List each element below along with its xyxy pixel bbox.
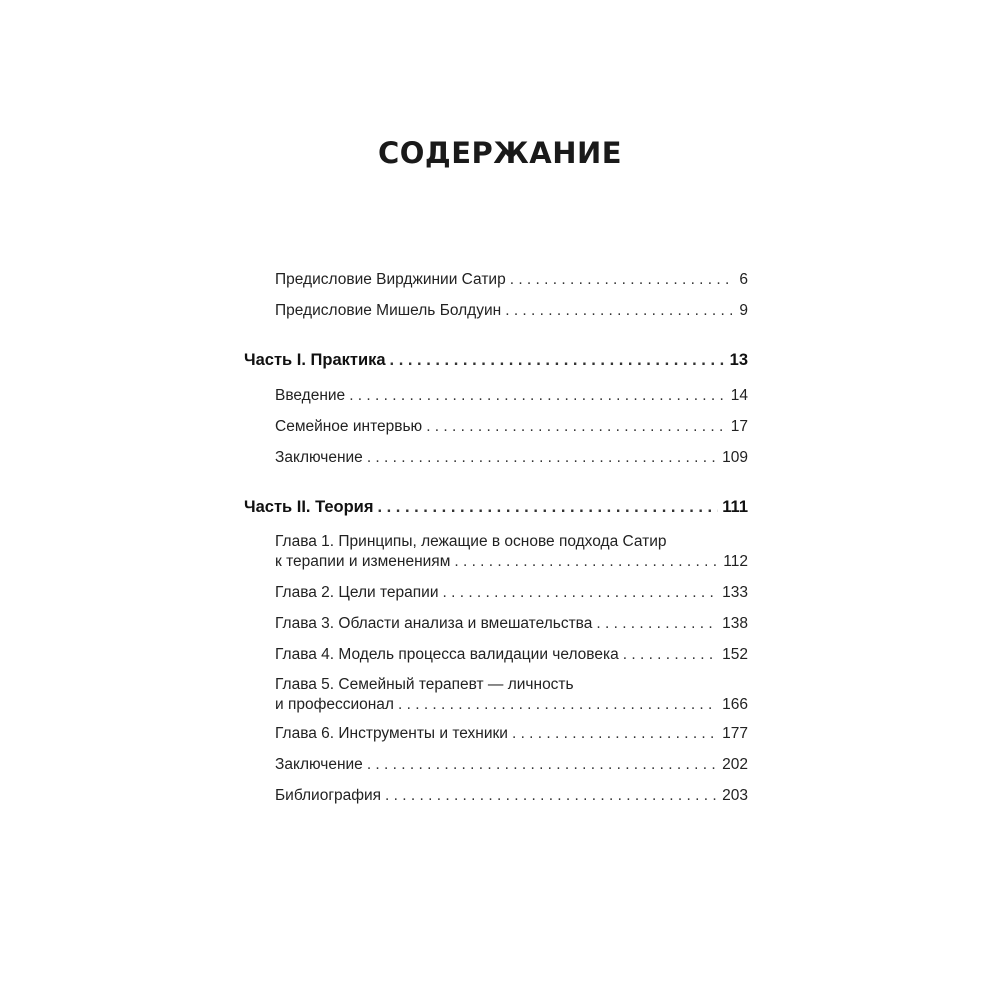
toc-page-number: 202 [722, 756, 748, 773]
toc-entry-title-line-1: Глава 5. Семейный терапевт — личность [275, 676, 574, 693]
toc-page-number: 166 [722, 696, 748, 713]
toc-entry-title: Семейное интервью [275, 418, 423, 435]
toc-entry-title: и профессионал [275, 696, 394, 713]
toc-entry-title: Заключение [275, 449, 363, 466]
toc-page-number: 9 [739, 302, 748, 319]
toc-entry-title: Глава 6. Инструменты и техники [275, 725, 508, 742]
toc-entry-introduction[interactable] [275, 386, 748, 406]
dot-leader [442, 583, 718, 603]
toc-entry-title: Глава 2. Цели терапии [275, 584, 439, 601]
dot-leader [596, 614, 718, 634]
dot-leader [623, 645, 718, 665]
toc-page-number: 109 [722, 449, 748, 466]
toc-page-number: 177 [722, 725, 748, 742]
toc-entry-conclusion-part-1[interactable] [275, 448, 748, 468]
toc-entry-title: Библиография [275, 787, 382, 804]
dot-leader [367, 755, 718, 775]
toc-page-number: 203 [722, 787, 748, 804]
dot-leader [398, 695, 718, 715]
toc-entry-title: к терапии и изменениям [275, 553, 451, 570]
toc-entry-title: Часть II. Теория [244, 498, 374, 516]
toc-entry-chapter-6[interactable] [275, 724, 748, 744]
dot-leader [349, 386, 727, 406]
page-title: СОДЕРЖАНИЕ [377, 136, 623, 170]
toc-page-number: 112 [723, 553, 748, 570]
toc-entry-chapter-2[interactable] [275, 583, 748, 603]
dot-leader [510, 270, 736, 290]
toc-page-number: 133 [722, 584, 748, 601]
toc-entry-family-interview[interactable] [275, 417, 748, 437]
toc-entry-title-line-1: Глава 1. Принципы, лежащие в основе подхода Сатир [275, 533, 667, 550]
dot-leader [390, 350, 726, 370]
dot-leader [385, 786, 718, 806]
toc-entry-foreword-satir[interactable] [275, 270, 748, 290]
toc-entry-bibliography[interactable] [275, 786, 748, 806]
toc-entry-chapter-1[interactable] [275, 532, 748, 572]
dot-leader [512, 724, 718, 744]
toc-page-number: 13 [729, 351, 748, 369]
toc-entry-title: Глава 4. Модель процесса валидации человека [275, 646, 619, 663]
toc-entry-title: Часть I. Практика [244, 351, 386, 369]
dot-leader [426, 417, 727, 437]
dot-leader [377, 497, 718, 517]
toc-page-number: 152 [722, 646, 748, 663]
toc-page-number: 17 [730, 418, 748, 435]
toc-entry-chapter-5[interactable] [275, 675, 748, 715]
dot-leader [505, 301, 735, 321]
toc-page-number: 6 [739, 271, 748, 288]
toc-entry-title: Предисловие Вирджинии Сатир [275, 271, 506, 288]
toc-page-number: 138 [722, 615, 748, 632]
toc-entry-title: Предисловие Мишель Болдуин [275, 302, 502, 319]
toc-entry-chapter-4[interactable] [275, 645, 748, 665]
toc-part-2-theory[interactable] [244, 497, 748, 517]
toc-entry-chapter-3[interactable] [275, 614, 748, 634]
toc-entry-title: Введение [275, 387, 346, 404]
toc-entry-title: Глава 3. Области анализа и вмешательства [275, 615, 593, 632]
toc-page-number: 14 [730, 387, 748, 404]
dot-leader [454, 552, 719, 572]
toc-page-number: 111 [722, 498, 748, 516]
toc-entry-conclusion-part-2[interactable] [275, 755, 748, 775]
toc-part-1-practice[interactable] [244, 350, 748, 370]
toc-entry-foreword-baldwin[interactable] [275, 301, 748, 321]
dot-leader [367, 448, 718, 468]
toc-entry-title: Заключение [275, 756, 363, 773]
